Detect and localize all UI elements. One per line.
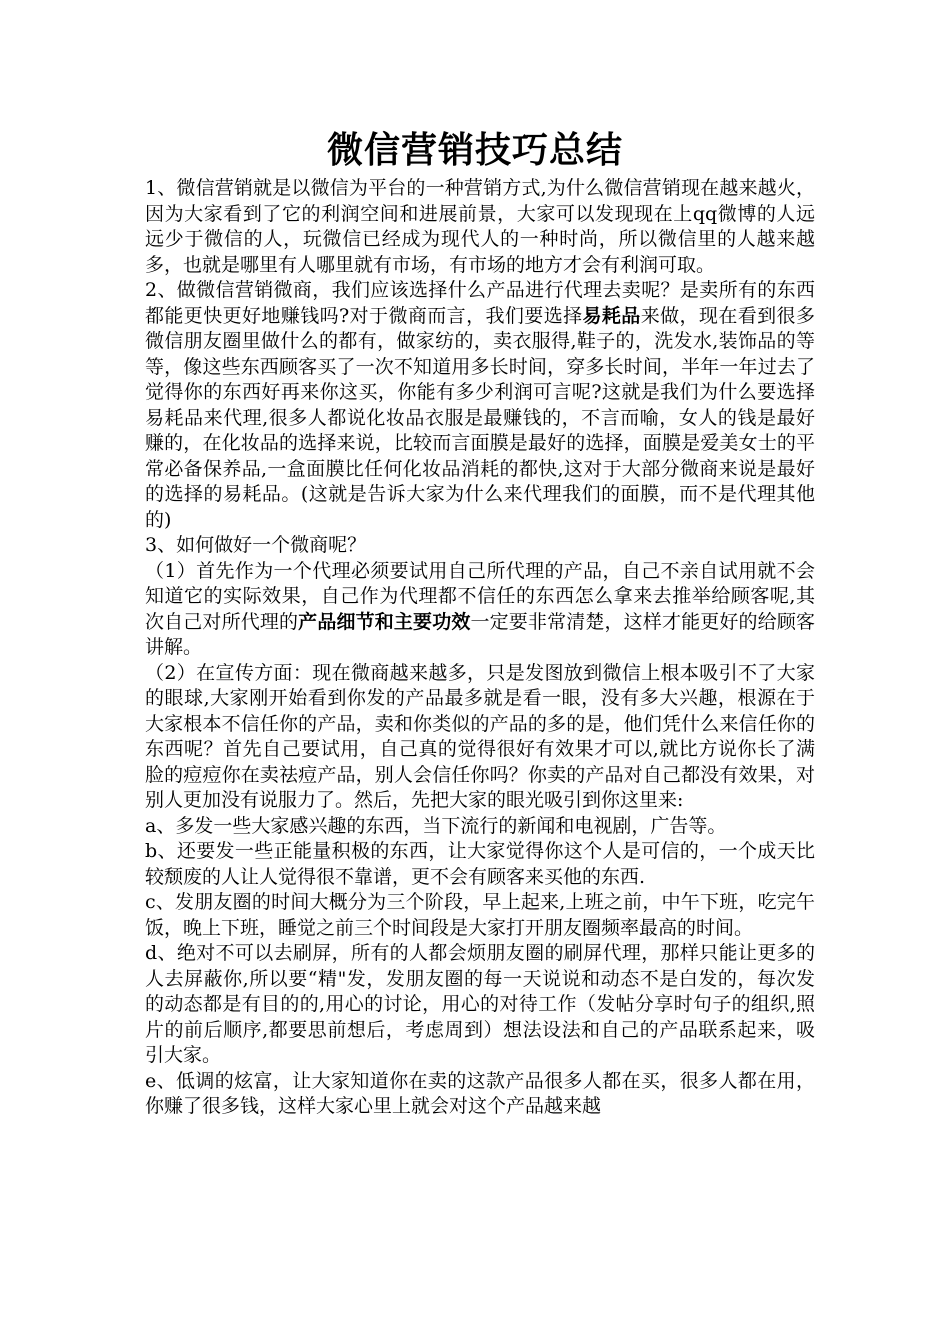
paragraph-2-bold-term: 易耗品	[582, 304, 641, 327]
list-item-e: e、低调的炫富，让大家知道你在卖的这款产品很多人都在买，很多人都在用，你赚了很多钱，这样大家心里上就会对这个产品越来越	[145, 1069, 815, 1117]
paragraph-1: 1、微信营销就是以微信为平台的一种营销方式,为什么微信营销现在越来越火，因为大家看到了它的利润空间和进展前景，大家可以发现现在上qq微博的人远远少于微信的人，玩微信已经成为现代人的一种时尚，所以微信里的人越来越多，也就是哪里有人哪里就有市场，有市场的地方才会有利润可取。	[145, 177, 815, 276]
paragraph-3-1-text-after: 一定要非常清楚，这样才能更好的给顾客讲解。	[145, 610, 815, 658]
paragraph-2-text-before: 2、做微信营销微商，我们应该选择什么产品进行代理去卖呢？是卖所有的东西都能更快更好地赚钱吗?对于微商而言，我们要选择	[145, 279, 815, 327]
paragraph-3-heading: 3、如何做好一个微商呢？	[145, 534, 367, 556]
list-item-d: d、绝对不可以去刷屏，所有的人都会烦朋友圈的刷屏代理，那样只能让更多的人去屏蔽你,所以要“精"发，发朋友圈的每一天说说和动态不是白发的，每次发的动态都是有目的的,用心的讨论，用心的对待工作（发帖分享时句子的组织,照片的前后顺序,都要思前想后，考虑周到）想法设法和自己的产品联系起来，吸引大家。	[145, 942, 815, 1066]
list-item-a: a、多发一些大家感兴趣的东西，当下流行的新闻和电视剧，广告等。	[145, 814, 727, 837]
paragraph-3-1	[145, 559, 815, 661]
document-body	[145, 176, 815, 1120]
paragraph-2	[145, 278, 815, 533]
list-item-b: b、还要发一些正能量积极的东西，让大家觉得你这个人是可信的，一个成天比较颓废的人让人觉得很不靠谱，更不会有顾客来买他的东西.	[145, 840, 815, 888]
paragraph-3-2: （2）在宣传方面：现在微商越来越多，只是发图放到微信上根本吸引不了大家的眼球,大家刚开始看到你发的产品最多就是看一眼，没有多大兴趣，根源在于大家根本不信任你的产品，卖和你类似的产品的多的是，他们凭什么来信任你的东西呢？首先自己要试用，自己真的觉得很好有效果才可以,就比方说你长了满脸的痘痘你在卖祛痘产品，别人会信任你吗？你卖的产品对自己都没有效果，对别人更加没有说服力了。然后，先把大家的眼光吸引到你这里来:	[145, 661, 815, 811]
document-title: 微信营销技巧总结	[326, 129, 623, 171]
paragraph-2-text-after: 来做，现在看到很多微信朋友圈里做什么的都有，做家纺的，卖衣服得,鞋子的，洗发水,装饰品的等等，像这些东西顾客买了一次不知道用多长时间，穿多长时间，半年一年过去了觉得你的东西好再来你这买，你能有多少利润可言呢?这就是我们为什么要选择易耗品来代理,很多人都说化妆品衣服是最赚钱的，不言而喻，女人的钱是最好赚的，在化妆品的选择来说，比较而言面膜是最好的选择，面膜是爱美女士的平常必备保养品,一盒面膜比任何化妆品消耗的都快,这对于大部分微商来说是最好的选择的易耗品。(这就是告诉大家为什么来代理我们的面膜，而不是代理其他的)	[145, 304, 815, 531]
list-item-c: c、发朋友圈的时间大概分为三个阶段，早上起来,上班之前，中午下班，吃完午饭，晚上下班，睡觉之前三个时间段是大家打开朋友圈频率最高的时间。	[145, 891, 815, 939]
paragraph-3-1-bold-term: 产品细节和主要功效	[298, 610, 471, 633]
paragraph-3-1-text-before: （1）首先作为一个代理必须要试用自己所代理的产品，自己不亲自试用就不会知道它的实际效果，自己作为代理都不信任的东西怎么拿来去推举给顾客呢,其次自己对所代理的	[145, 559, 815, 633]
